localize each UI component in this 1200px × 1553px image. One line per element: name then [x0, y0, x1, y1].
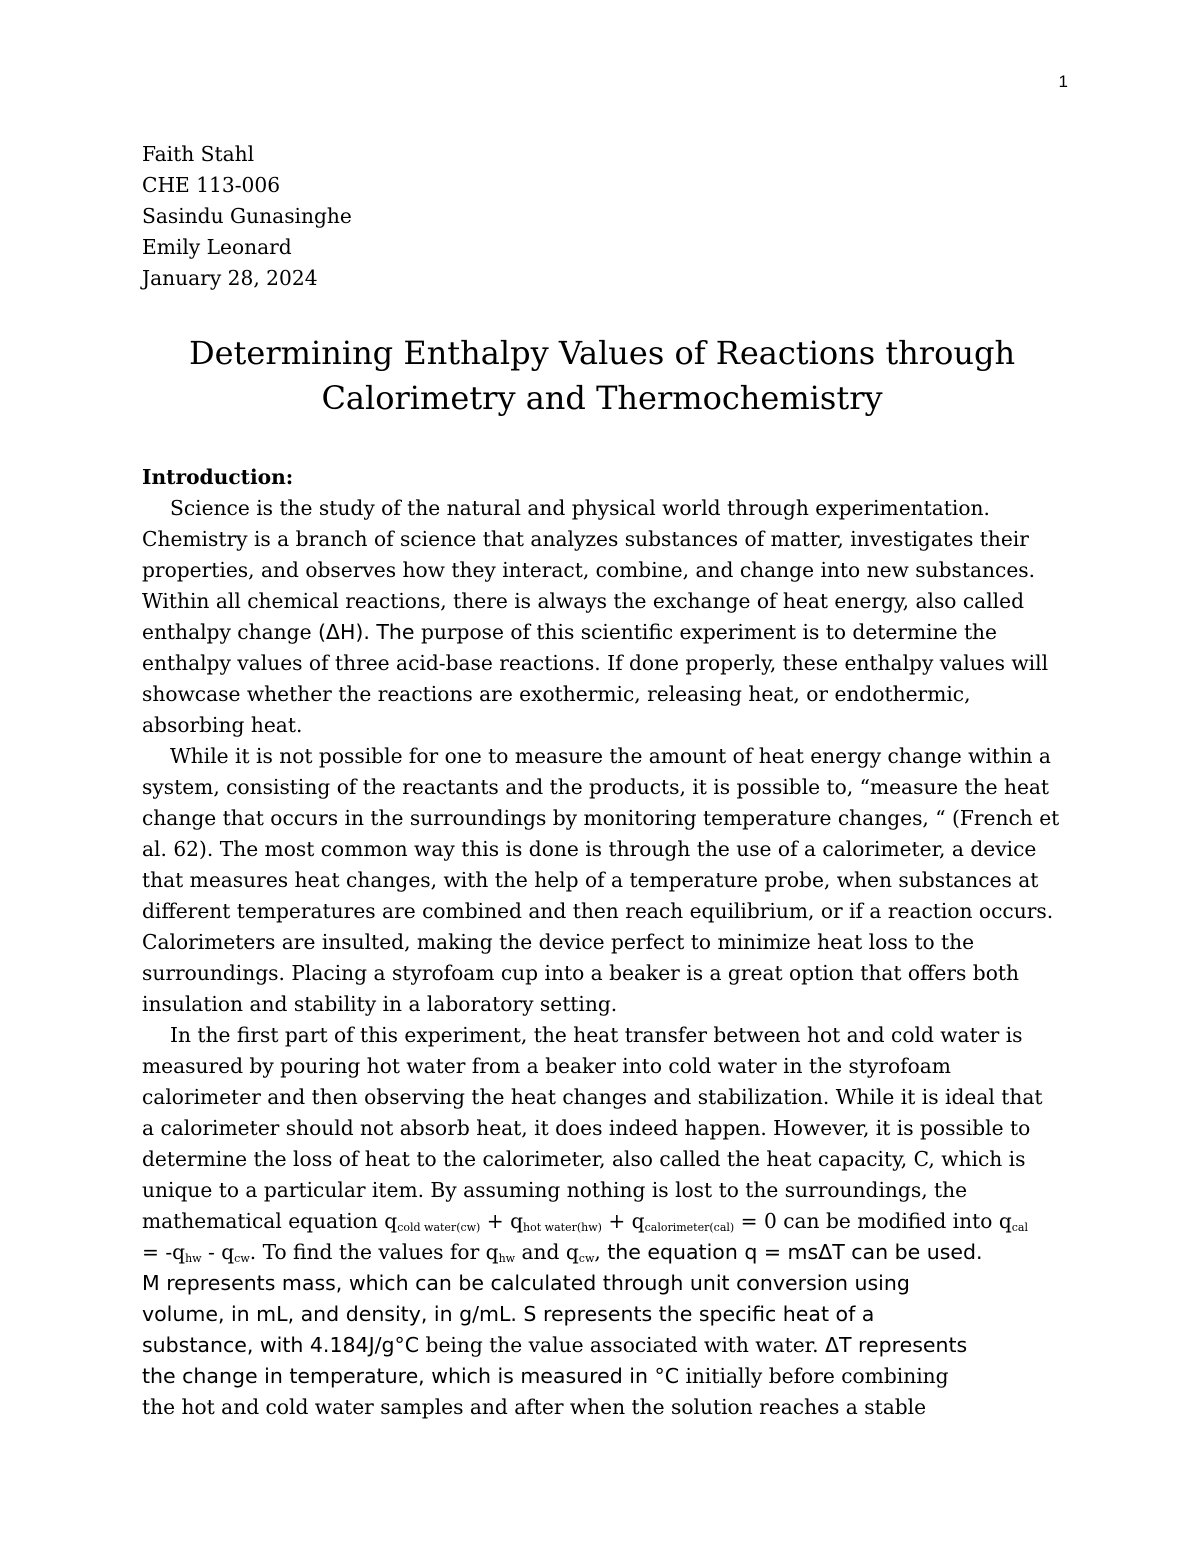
subscript: hw: [498, 1252, 516, 1265]
text-run: ,: [594, 1240, 608, 1264]
text-run: +: [480, 1209, 511, 1233]
text-line: [142, 1330, 1062, 1361]
text-line: Science is the study of the natural and physical world through experimentation.: [170, 496, 990, 520]
paragraph: [142, 1020, 1062, 1423]
text-line: While it is not possible for one to measure the amount of heat energy change within a: [170, 744, 1051, 768]
text-line: measured by pouring hot water from a beaker into cold water in the styrofoam: [142, 1054, 951, 1078]
text-run: the equation q = msΔT can be used.: [607, 1240, 983, 1264]
text-line: unique to a particular item. By assuming nothing is lost to the surroundings, the: [142, 1178, 968, 1202]
partner-name: Emily Leonard: [142, 235, 292, 259]
paragraph: [142, 493, 1062, 741]
equation-line: [142, 1206, 1062, 1237]
text-run: = -q: [142, 1240, 186, 1264]
text-line: In the first part of this experiment, the heat transfer between hot and cold water is: [170, 1023, 1023, 1047]
paragraph: [142, 741, 1062, 1020]
text-run: q: [631, 1209, 645, 1233]
document-body: [142, 139, 1062, 1423]
text-line: Calorimeters are insulted, making the device perfect to minimize heat loss to the: [142, 930, 975, 954]
title-line: Calorimetry and Thermochemistry: [321, 379, 883, 417]
text-line: showcase whether the reactions are exothermic, releasing heat, or endothermic,: [142, 682, 971, 706]
text-line: Chemistry is a branch of science that analyzes substances of matter, investigates their: [142, 527, 1029, 551]
text-run: q: [510, 1209, 524, 1233]
text-line: determine the loss of heat to the calorimeter, also called the heat capacity, C, which is: [142, 1147, 1026, 1171]
author-name: Faith Stahl: [142, 142, 255, 166]
header-block: [142, 139, 1062, 294]
text-line: properties, and observes how they interact, combine, and change into new substances.: [142, 558, 1036, 582]
text-run: q: [384, 1209, 398, 1233]
text-line: surroundings. Placing a styrofoam cup into a beaker is a great option that offers both: [142, 961, 1019, 985]
text-run: being the value associated with water.: [419, 1333, 825, 1357]
course-code: CHE 113-006: [142, 173, 281, 197]
text-line: change that occurs in the surroundings by monitoring temperature changes, “ (French et: [142, 806, 1060, 830]
equation-line: [142, 1237, 1062, 1268]
text-line: Within all chemical reactions, there is always the exchange of heat energy, also called: [142, 589, 1024, 613]
subscript: calorimeter(cal): [644, 1221, 735, 1234]
text-line: that measures heat changes, with the help of a temperature probe, when substances at: [142, 868, 1039, 892]
text-line: calorimeter and then observing the heat changes and stabilization. While it is ideal that: [142, 1085, 1043, 1109]
text-line: insulation and stability in a laboratory setting.: [142, 992, 618, 1016]
subscript: hot water(hw): [523, 1221, 602, 1234]
subscript: cw: [234, 1252, 250, 1265]
section-heading: Introduction:: [142, 465, 294, 489]
partner-name: Sasindu Gunasinghe: [142, 204, 352, 228]
subscript: hw: [185, 1252, 202, 1265]
subscript: cold water(cw): [397, 1221, 481, 1234]
text-line: different temperatures are combined and then reach equilibrium, or if a reaction occurs.: [142, 899, 1054, 923]
subscript: cw: [578, 1252, 595, 1265]
text-run: (ΔH). The: [317, 620, 415, 644]
text-line: system, consisting of the reactants and the products, it is possible to, “measure the heat: [142, 775, 1050, 799]
text-run: . To find the values for q: [249, 1240, 499, 1264]
text-line: a calorimeter should not absorb heat, it does indeed happen. However, it is possible to: [142, 1116, 1031, 1140]
document-title: [142, 331, 1062, 421]
text-run: substance, with 4.184J/g°C: [142, 1333, 420, 1357]
text-run: the change in temperature, which is measured in °C: [142, 1364, 680, 1388]
text-line: volume, in mL, and density, in g/mL. S represents the specific heat of a: [142, 1302, 875, 1326]
text-line: enthalpy values of three acid-base reactions. If done properly, these enthalpy values will: [142, 651, 1049, 675]
text-line: the hot and cold water samples and after when the solution reaches a stable: [142, 1395, 927, 1419]
text-run: purpose of this scientific experiment is to determine the: [414, 620, 998, 644]
text-line: M represents mass, which can be calculated through unit conversion using: [142, 1271, 910, 1295]
text-line: [142, 1361, 1062, 1392]
text-run: mathematical equation: [142, 1209, 385, 1233]
text-run: - q: [201, 1240, 235, 1264]
page-number: 1: [1058, 72, 1068, 91]
text-run: +: [601, 1209, 632, 1233]
text-run: and q: [515, 1240, 579, 1264]
text-run: ΔT represents: [824, 1333, 968, 1357]
text-run: initially before combining: [679, 1364, 949, 1388]
subscript: cal: [1011, 1221, 1029, 1234]
text-run: = 0 can be modified into q: [734, 1209, 1012, 1233]
text-run: enthalpy change: [142, 620, 318, 644]
title-line: Determining Enthalpy Values of Reactions through: [188, 334, 1016, 372]
document-date: January 28, 2024: [142, 266, 318, 290]
text-line: [142, 617, 1062, 648]
text-line: al. 62). The most common way this is done is through the use of a calorimeter, a device: [142, 837, 1037, 861]
text-line: absorbing heat.: [142, 713, 303, 737]
